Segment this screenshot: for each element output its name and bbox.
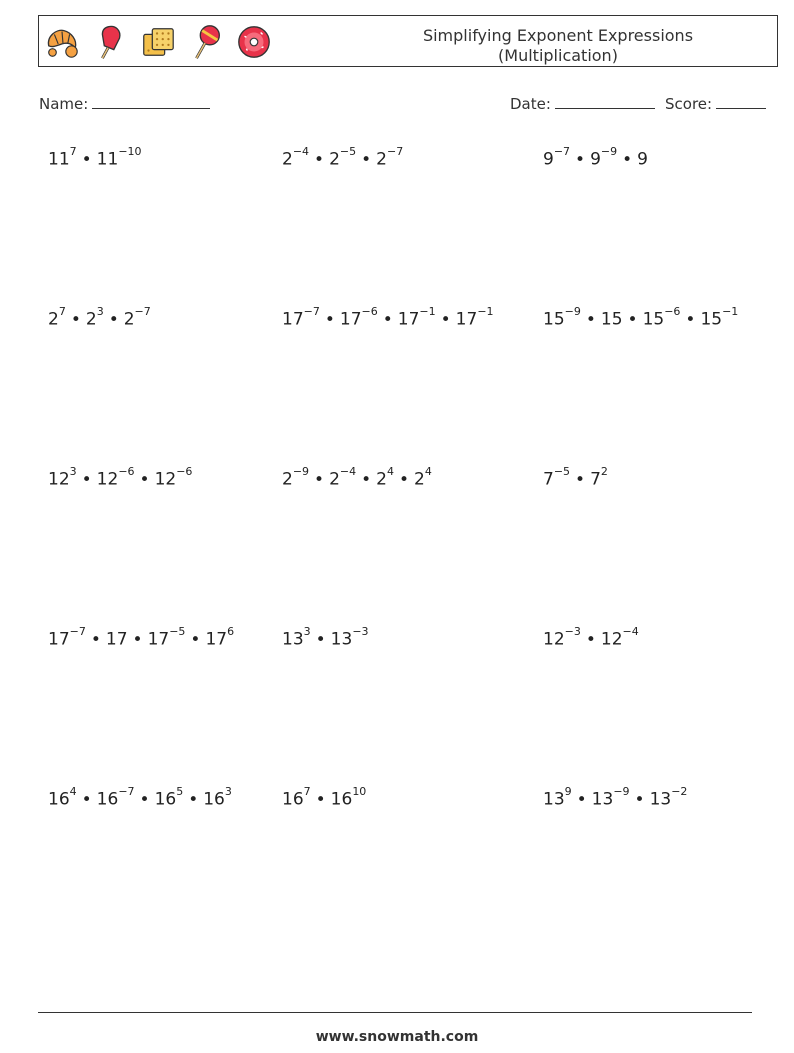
term-base: 17 bbox=[205, 629, 228, 650]
date-label: Date: bbox=[510, 95, 551, 113]
multiply-operator: • bbox=[81, 149, 92, 170]
term-base: 9 bbox=[543, 149, 554, 170]
term-exponent: −9 bbox=[292, 465, 310, 478]
multiply-operator: • bbox=[139, 469, 150, 490]
multiply-operator: • bbox=[634, 789, 645, 810]
term-base: 2 bbox=[376, 149, 387, 170]
problem-12 bbox=[543, 625, 639, 650]
term-exponent: 4 bbox=[69, 785, 77, 798]
term-exponent: 3 bbox=[69, 465, 77, 478]
problem-3 bbox=[543, 145, 648, 170]
term-base: 12 bbox=[543, 629, 565, 650]
problem-11 bbox=[282, 625, 369, 650]
problem-9 bbox=[543, 465, 608, 490]
term-exponent: −7 bbox=[386, 145, 404, 158]
term-base: 13 bbox=[649, 789, 672, 810]
term-base: 12 bbox=[600, 629, 623, 650]
term-base: 15 bbox=[700, 309, 723, 330]
multiply-operator: • bbox=[627, 309, 638, 330]
score-label: Score: bbox=[665, 95, 713, 113]
multiply-operator: • bbox=[576, 789, 587, 810]
term-exponent: −10 bbox=[118, 145, 142, 158]
multiply-operator: • bbox=[70, 309, 81, 330]
problem-6 bbox=[543, 305, 739, 330]
term-base: 12 bbox=[154, 469, 177, 490]
term-exponent: −1 bbox=[722, 305, 739, 318]
term-exponent: −9 bbox=[564, 305, 581, 318]
multiply-operator: • bbox=[315, 789, 326, 810]
term-base: 16 bbox=[96, 789, 119, 810]
term-base: 15 bbox=[543, 309, 565, 330]
term-base: 15 bbox=[642, 309, 665, 330]
term-base: 13 bbox=[591, 789, 614, 810]
term-exponent: −4 bbox=[292, 145, 310, 158]
term-exponent: −2 bbox=[671, 785, 688, 798]
multiply-operator: • bbox=[575, 469, 586, 490]
term-base: 17 bbox=[282, 309, 304, 330]
worksheet-title bbox=[339, 26, 777, 66]
term-exponent: −6 bbox=[361, 305, 378, 318]
term-exponent: 4 bbox=[424, 465, 432, 478]
name-label: Name: bbox=[39, 95, 89, 113]
term-exponent: 6 bbox=[227, 625, 235, 638]
croissant-icon bbox=[43, 23, 81, 61]
term-exponent: 2 bbox=[600, 465, 608, 478]
term-base: 2 bbox=[329, 149, 340, 170]
term-base: 16 bbox=[203, 789, 225, 810]
date-field[interactable] bbox=[510, 94, 655, 113]
multiply-operator: • bbox=[685, 309, 696, 330]
multiply-operator: • bbox=[81, 469, 92, 490]
term-base: 2 bbox=[85, 309, 97, 330]
term-base: 2 bbox=[329, 469, 340, 490]
multiply-operator: • bbox=[132, 629, 143, 650]
score-field[interactable] bbox=[665, 94, 766, 113]
term-base: 17 bbox=[397, 309, 420, 330]
problem-14 bbox=[282, 785, 367, 810]
term-base: 16 bbox=[154, 789, 177, 810]
multiply-operator: • bbox=[398, 469, 410, 490]
term-base: 2 bbox=[282, 149, 293, 170]
lollipop-icon bbox=[187, 23, 225, 61]
multiply-operator: • bbox=[315, 629, 326, 650]
term-exponent: 10 bbox=[352, 785, 367, 798]
multiply-operator: • bbox=[81, 789, 92, 810]
term-base: 9 bbox=[637, 149, 648, 170]
multiply-operator: • bbox=[90, 629, 101, 650]
problem-2 bbox=[282, 145, 404, 170]
term-base: 2 bbox=[48, 309, 59, 330]
worksheet-header bbox=[38, 15, 778, 67]
title-line-1: Simplifying Exponent Expressions bbox=[422, 26, 694, 45]
term-exponent: −4 bbox=[339, 465, 357, 478]
title-line-2: (Multiplication) bbox=[498, 46, 618, 65]
term-exponent: 4 bbox=[386, 465, 394, 478]
problem-4 bbox=[48, 305, 151, 330]
term-exponent: −7 bbox=[69, 625, 86, 638]
term-exponent: −7 bbox=[553, 145, 571, 158]
term-base: 17 bbox=[455, 309, 478, 330]
multiply-operator: • bbox=[188, 789, 199, 810]
footer-url: www.snowmath.com bbox=[315, 1029, 479, 1045]
term-exponent: 3 bbox=[303, 625, 311, 638]
term-exponent: 7 bbox=[69, 145, 77, 158]
term-exponent: −4 bbox=[622, 625, 639, 638]
term-exponent: 7 bbox=[58, 305, 66, 318]
term-base: 2 bbox=[414, 469, 425, 490]
term-exponent: −7 bbox=[118, 785, 135, 798]
term-base: 12 bbox=[48, 469, 70, 490]
multiply-operator: • bbox=[585, 629, 596, 650]
term-exponent: −7 bbox=[134, 305, 151, 318]
term-exponent: −6 bbox=[118, 465, 135, 478]
term-base: 13 bbox=[330, 629, 353, 650]
problem-7 bbox=[48, 465, 193, 490]
term-base: 12 bbox=[96, 469, 119, 490]
term-exponent: −9 bbox=[613, 785, 630, 798]
multiply-operator: • bbox=[190, 629, 201, 650]
multiply-operator: • bbox=[440, 309, 451, 330]
multiply-operator: • bbox=[314, 149, 325, 170]
multiply-operator: • bbox=[585, 309, 596, 330]
term-exponent: −6 bbox=[664, 305, 681, 318]
multiply-operator: • bbox=[139, 789, 150, 810]
name-blank[interactable] bbox=[92, 94, 210, 109]
term-exponent: −5 bbox=[339, 145, 357, 158]
term-exponent: 7 bbox=[303, 785, 311, 798]
score-blank[interactable] bbox=[716, 94, 766, 109]
term-base: 15 bbox=[600, 309, 623, 330]
multiply-operator: • bbox=[324, 309, 335, 330]
term-base: 16 bbox=[282, 789, 304, 810]
term-exponent: 9 bbox=[564, 785, 572, 798]
header-icons bbox=[43, 22, 273, 62]
date-blank[interactable] bbox=[555, 94, 655, 109]
term-exponent: −5 bbox=[553, 465, 571, 478]
term-base: 2 bbox=[376, 469, 387, 490]
term-exponent: 5 bbox=[176, 785, 184, 798]
problem-5 bbox=[282, 305, 494, 330]
term-base: 11 bbox=[48, 149, 70, 170]
multiply-operator: • bbox=[361, 149, 372, 170]
term-exponent: −7 bbox=[303, 305, 320, 318]
term-exponent: −1 bbox=[477, 305, 494, 318]
term-base: 17 bbox=[339, 309, 362, 330]
multiply-operator: • bbox=[361, 469, 372, 490]
term-base: 17 bbox=[105, 629, 128, 650]
term-base: 9 bbox=[590, 149, 601, 170]
name-field[interactable] bbox=[39, 94, 210, 113]
term-base: 11 bbox=[96, 149, 119, 170]
term-exponent: −3 bbox=[564, 625, 581, 638]
term-base: 13 bbox=[282, 629, 304, 650]
term-base: 7 bbox=[590, 469, 601, 490]
term-exponent: −9 bbox=[600, 145, 618, 158]
term-base: 7 bbox=[543, 469, 554, 490]
term-base: 13 bbox=[543, 789, 565, 810]
term-exponent: −6 bbox=[176, 465, 193, 478]
multiply-operator: • bbox=[382, 309, 393, 330]
problem-1 bbox=[48, 145, 142, 170]
term-base: 2 bbox=[123, 309, 135, 330]
problem-15 bbox=[543, 785, 688, 810]
term-exponent: −5 bbox=[169, 625, 186, 638]
problem-8 bbox=[282, 465, 432, 490]
cracker-icon bbox=[139, 23, 177, 61]
term-exponent: −3 bbox=[352, 625, 369, 638]
term-base: 2 bbox=[282, 469, 293, 490]
multiply-operator: • bbox=[314, 469, 325, 490]
term-exponent: 3 bbox=[224, 785, 232, 798]
footer-divider bbox=[38, 1012, 752, 1013]
problem-13 bbox=[48, 785, 232, 810]
term-base: 17 bbox=[48, 629, 70, 650]
term-base: 16 bbox=[330, 789, 353, 810]
multiply-operator: • bbox=[622, 149, 633, 170]
ice-pop-icon bbox=[91, 23, 129, 61]
multiply-operator: • bbox=[575, 149, 586, 170]
term-exponent: −1 bbox=[419, 305, 436, 318]
donut-icon bbox=[235, 23, 273, 61]
term-exponent: 3 bbox=[96, 305, 104, 318]
problem-10 bbox=[48, 625, 235, 650]
term-base: 17 bbox=[147, 629, 170, 650]
multiply-operator: • bbox=[108, 309, 119, 330]
term-base: 16 bbox=[48, 789, 70, 810]
